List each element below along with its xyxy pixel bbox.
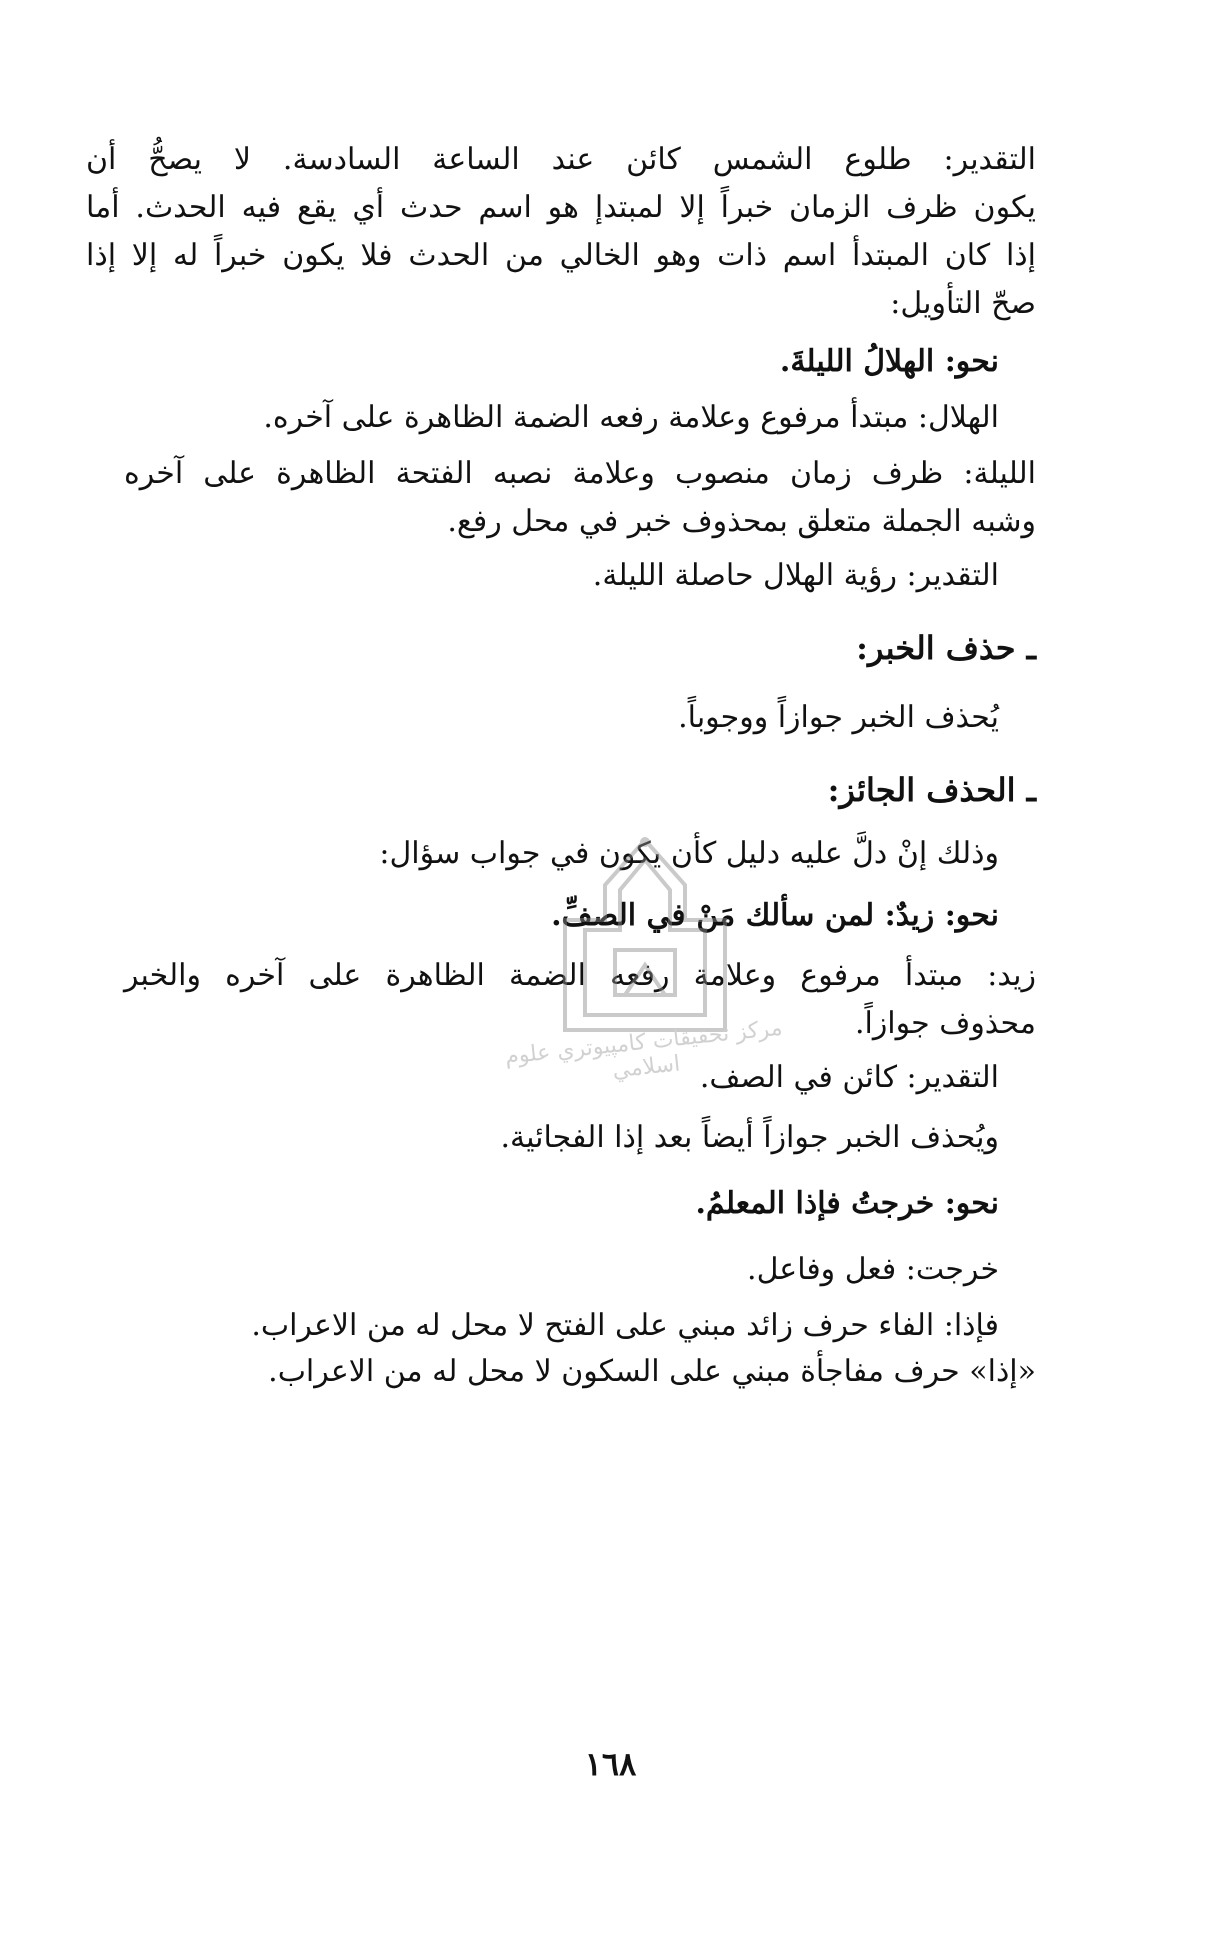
paragraph-line: صحّ التأويل:	[890, 286, 1036, 321]
section-heading: ـ الحذف الجائز:	[827, 771, 1036, 809]
paragraph-line: «إذا» حرف مفاجأة مبني على السكون لا محل له من الاعراب.	[268, 1354, 1036, 1389]
paragraph-line: وشبه الجملة متعلق بمحذوف خبر في محل رفع.	[447, 504, 1036, 539]
paragraph-line: وذلك إنْ دلَّ عليه دليل كأن يكون في جواب سؤال:	[379, 836, 999, 871]
paragraph-line: التقدير: طلوع الشمس كائن عند الساعة السادسة. لا يصحُّ أن	[86, 142, 1036, 177]
example-line: نحو: الهلالُ الليلةَ.	[779, 344, 999, 379]
paragraph-line: التقدير: رؤية الهلال حاصلة الليلة.	[592, 558, 999, 593]
section-heading: ـ حذف الخبر:	[856, 629, 1036, 667]
paragraph-line: الليلة: ظرف زمان منصوب وعلامة نصبه الفتحة الظاهرة على آخره	[124, 456, 1036, 491]
paragraph-line: ويُحذف الخبر جوازاً أيضاً بعد إذا الفجائية.	[500, 1120, 999, 1155]
example-line: نحو: زيدٌ: لمن سألك مَنْ في الصفِّ.	[551, 898, 999, 933]
paragraph-line: التقدير: كائن في الصف.	[699, 1060, 999, 1095]
page-number: ١٦٨	[584, 1745, 637, 1783]
paragraph-line: محذوف جوازاً.	[854, 1006, 1036, 1041]
mosque-emblem-icon	[480, 830, 810, 1040]
paragraph-line: يكون ظرف الزمان خبراً إلا لمبتدإ هو اسم حدث أي يقع فيه الحدث. أما	[86, 190, 1036, 225]
paragraph-line: إذا كان المبتدأ اسم ذات وهو الخالي من الحدث فلا يكون خبراً له إلا إذا	[86, 238, 1036, 273]
watermark-logo	[480, 830, 810, 1084]
watermark-text: مركز تحقيقات كامپيوتري علوم اسلامي	[503, 1015, 784, 1084]
paragraph-line: يُحذف الخبر جوازاً ووجوباً.	[678, 700, 999, 735]
paragraph-line: الهلال: مبتدأ مرفوع وعلامة رفعه الضمة الظاهرة على آخره.	[263, 400, 999, 435]
paragraph-line: زيد: مبتدأ مرفوع وعلامة رفعه الضمة الظاهرة على آخره والخبر	[124, 958, 1036, 993]
paragraph-line: خرجت: فعل وفاعل.	[747, 1252, 999, 1287]
paragraph-line: فإذا: الفاء حرف زائد مبني على الفتح لا محل له من الاعراب.	[251, 1308, 999, 1343]
example-line: نحو: خرجتُ فإذا المعلمُ.	[695, 1186, 999, 1221]
